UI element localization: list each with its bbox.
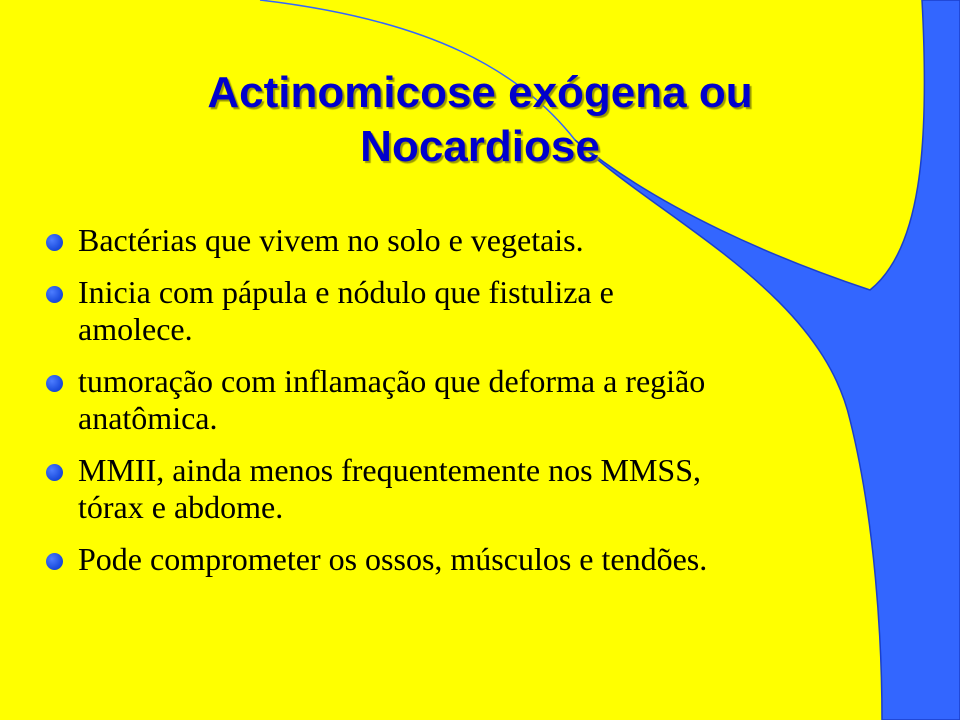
bullet-text: tumoração com inflamação que deforma a região: [78, 363, 706, 399]
bullet-item: [46, 222, 926, 259]
bullet-text: Bactérias que vivem no solo e vegetais.: [78, 222, 584, 258]
bullet-dot-icon: [46, 553, 63, 570]
bullet-text-continuation: tórax e abdome.: [78, 489, 284, 525]
slide-title: [60, 66, 900, 174]
title-line-2: Nocardiose: [360, 122, 600, 171]
bullet-item: [46, 363, 926, 437]
bullet-item: [46, 541, 926, 578]
bullet-text-continuation: amolece.: [78, 311, 193, 347]
bullet-text: Pode comprometer os ossos, músculos e tendões.: [78, 541, 708, 577]
bullet-item: [46, 452, 926, 526]
bullet-dot-icon: [46, 375, 63, 392]
bullet-dot-icon: [46, 464, 63, 481]
bullet-item: [46, 274, 926, 348]
title-line-1: Actinomicose exógena ou: [207, 68, 753, 117]
bullet-list: [46, 222, 926, 593]
bullet-dot-icon: [46, 286, 63, 303]
bullet-text-continuation: anatômica.: [78, 400, 218, 436]
bullet-text: MMII, ainda menos frequentemente nos MMSS,: [78, 452, 702, 488]
bullet-dot-icon: [46, 234, 63, 251]
bullet-text: Inicia com pápula e nódulo que fistuliza e: [78, 274, 614, 310]
